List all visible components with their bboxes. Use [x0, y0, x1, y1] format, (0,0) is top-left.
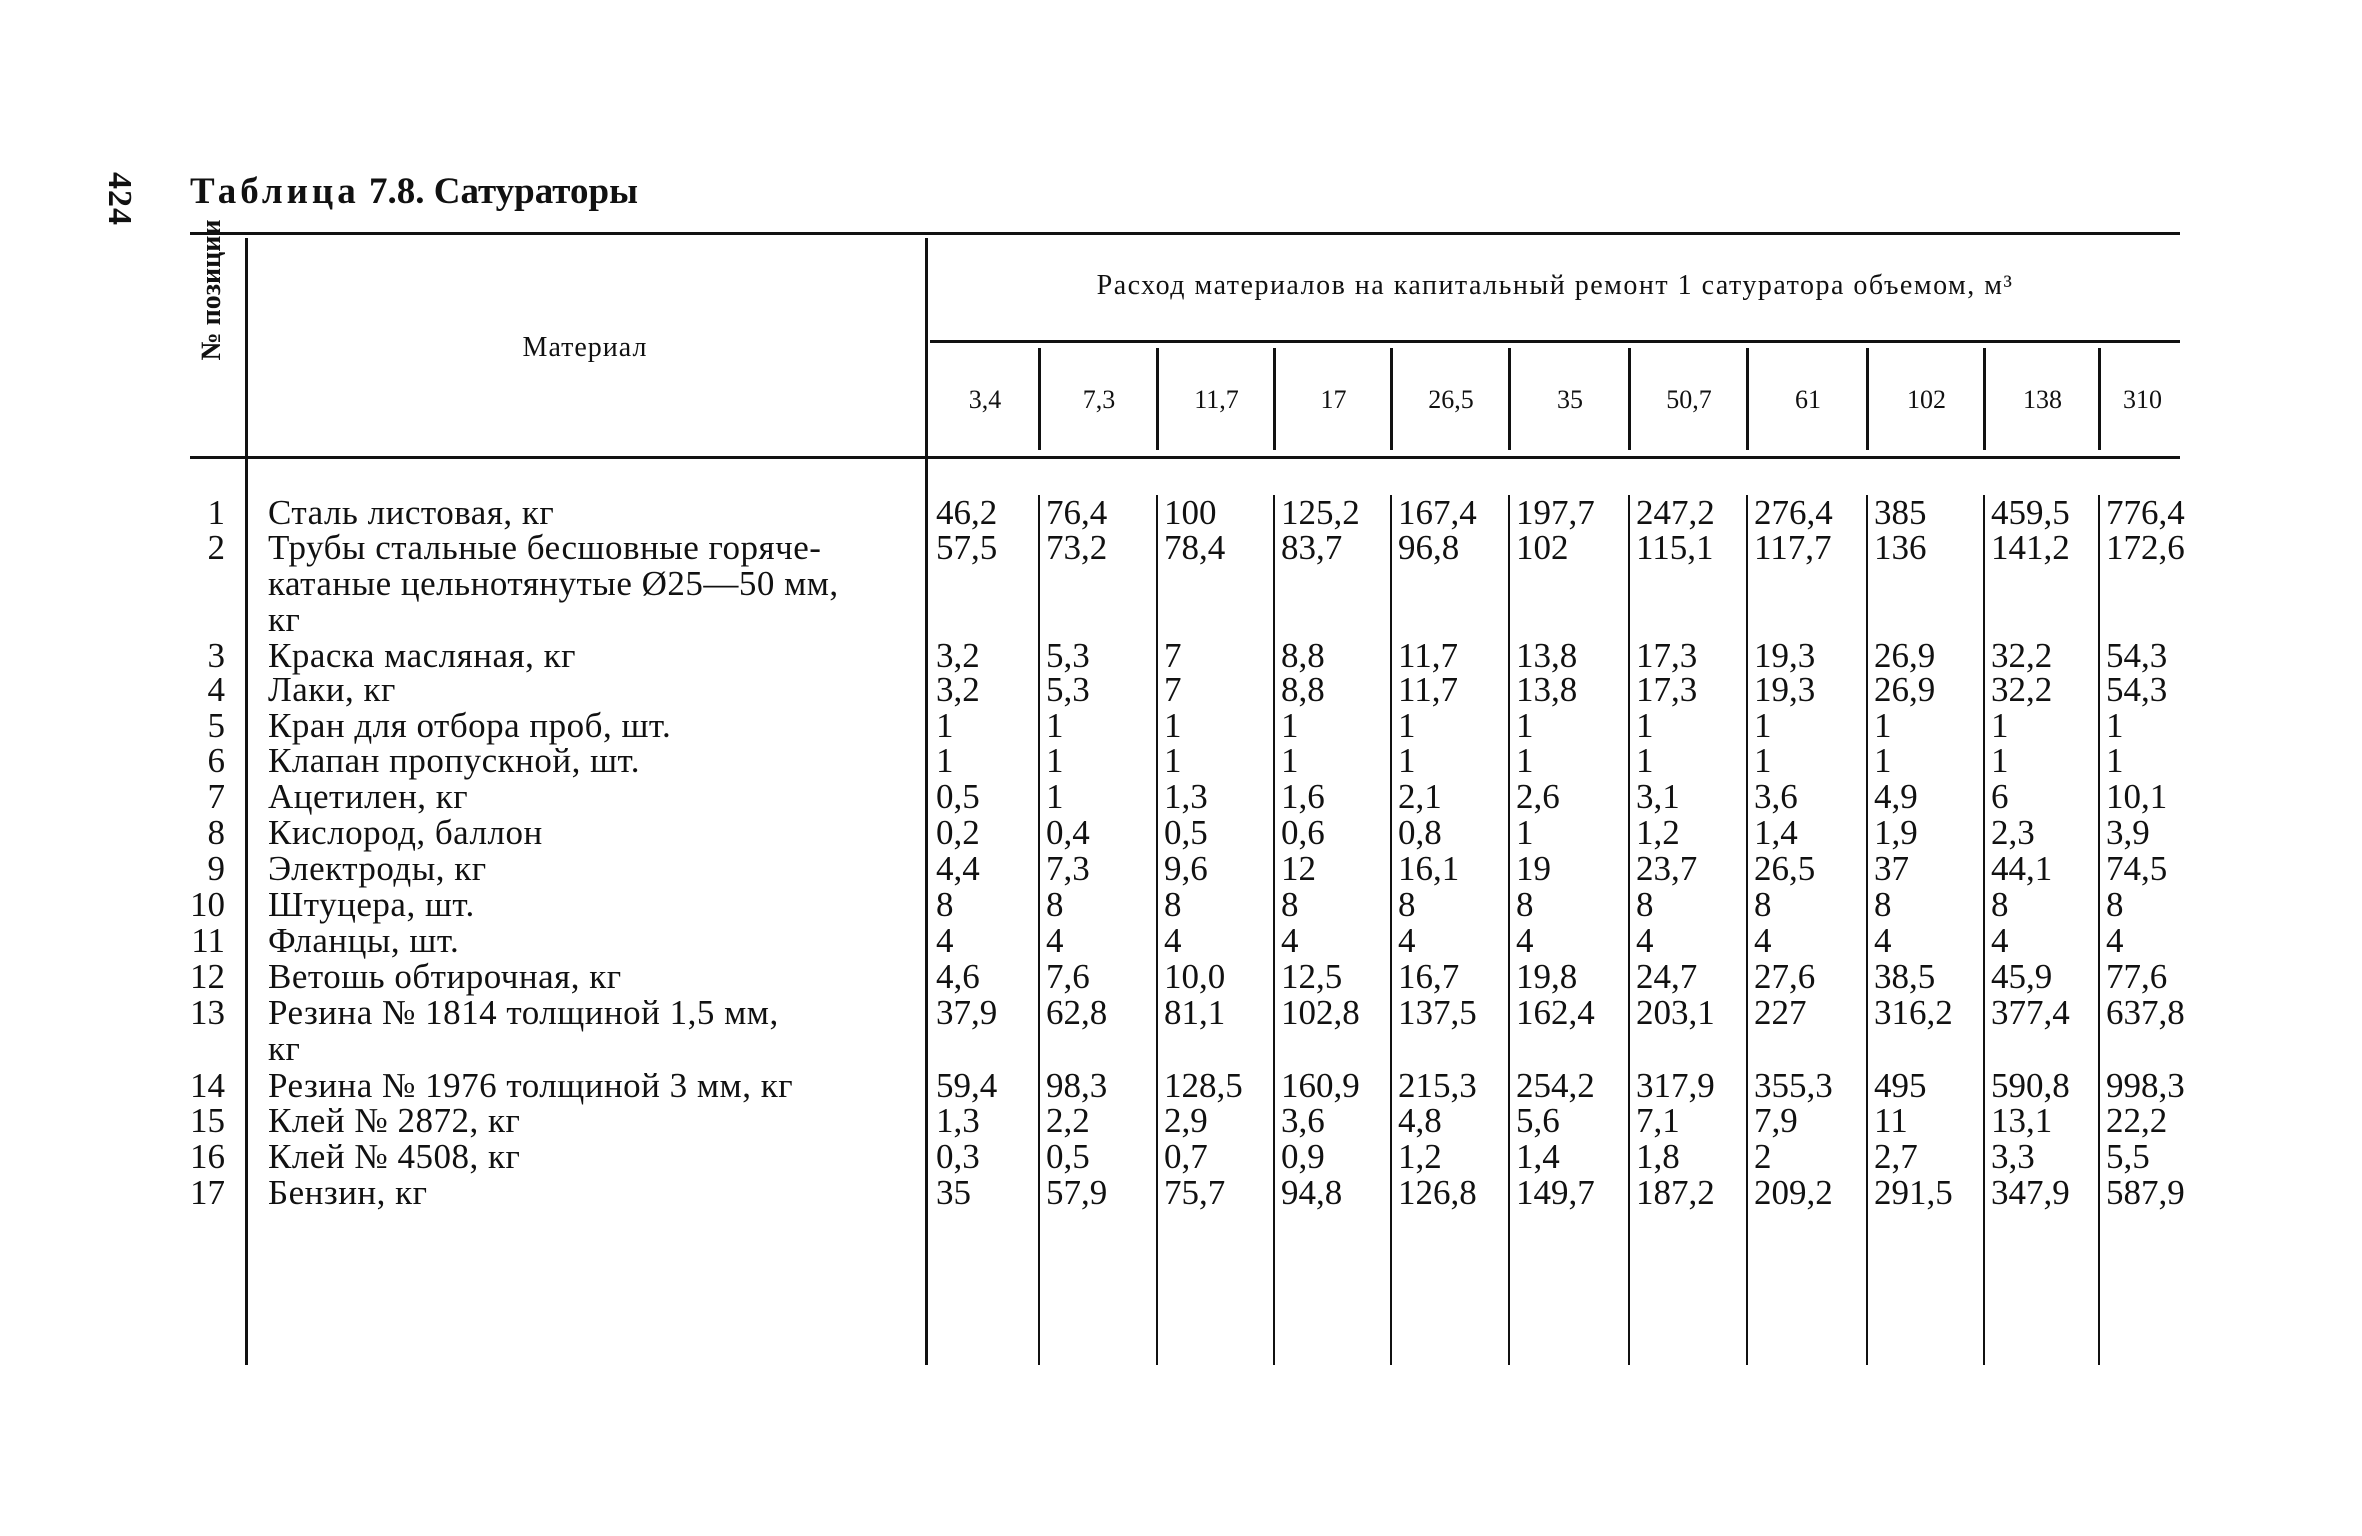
row-value-cell: 102,8 — [1281, 993, 1360, 1032]
row-value-cell: 1 — [936, 741, 954, 780]
row-value-cell: 3,6 — [1281, 1101, 1325, 1140]
row-value-cell: 81,1 — [1164, 993, 1226, 1032]
row-position-number: 11 — [191, 921, 225, 960]
row-value-cell: 0,3 — [936, 1137, 980, 1176]
row-value-cell: 160,9 — [1281, 1066, 1360, 1105]
row-value-cell: 8 — [1046, 885, 1064, 924]
volume-header-cell: 17 — [1320, 385, 1347, 414]
row-value-cell: 26,9 — [1874, 670, 1936, 709]
row-value-cell: 13,8 — [1516, 670, 1578, 709]
row-value-cell: 62,8 — [1046, 993, 1108, 1032]
data-column-divider — [1156, 495, 1158, 1365]
volume-header-cell: 138 — [2023, 385, 2062, 414]
row-value-cell: 19 — [1516, 849, 1551, 888]
row-value-cell: 162,4 — [1516, 993, 1595, 1032]
row-value-cell: 291,5 — [1874, 1173, 1953, 1212]
row-value-cell: 46,2 — [936, 493, 998, 532]
row-value-cell: 149,7 — [1516, 1173, 1595, 1212]
row-value-cell: 8 — [1991, 885, 2009, 924]
row-value-cell: 7,1 — [1636, 1101, 1680, 1140]
table-top-rule — [190, 232, 2180, 235]
row-position-number: 6 — [207, 741, 225, 780]
row-value-cell: 4 — [1281, 921, 1299, 960]
row-value-cell: 1 — [2106, 741, 2124, 780]
row-value-cell: 317,9 — [1636, 1066, 1715, 1105]
row-value-cell: 0,9 — [1281, 1137, 1325, 1176]
row-value-cell: 4 — [2106, 921, 2124, 960]
volume-column-divider — [1628, 348, 1631, 450]
row-value-cell: 0,7 — [1164, 1137, 1208, 1176]
volume-header-cell: 3,4 — [968, 385, 1002, 414]
row-value-cell: 203,1 — [1636, 993, 1715, 1032]
row-value-cell: 1 — [1046, 741, 1064, 780]
row-value-cell: 35 — [936, 1173, 971, 1212]
row-value-cell: 8 — [1164, 885, 1182, 924]
row-value-cell: 1 — [936, 706, 954, 745]
row-value-cell: 2,1 — [1398, 777, 1442, 816]
row-value-cell: 347,9 — [1991, 1173, 2070, 1212]
data-column-divider — [1866, 495, 1868, 1365]
volume-header-cell: 35 — [1557, 385, 1583, 414]
row-value-cell: 117,7 — [1754, 528, 1832, 567]
row-position-number: 13 — [190, 993, 225, 1032]
volume-column-divider — [1273, 348, 1276, 450]
row-value-cell: 19,3 — [1754, 670, 1816, 709]
row-value-cell: 8,8 — [1281, 636, 1325, 675]
row-value-cell: 0,5 — [1164, 813, 1208, 852]
row-value-cell: 385 — [1874, 493, 1927, 532]
row-material-name: Штуцера, шт. — [268, 885, 475, 924]
row-material-name: Кран для отбора проб, шт. — [268, 706, 672, 745]
row-value-cell: 3,6 — [1754, 777, 1798, 816]
row-position-number: 12 — [190, 957, 225, 996]
row-value-cell: 77,6 — [2106, 957, 2168, 996]
row-value-cell: 4,4 — [936, 849, 980, 888]
row-position-number: 17 — [190, 1173, 225, 1212]
row-value-cell: 141,2 — [1991, 528, 2070, 567]
row-material-name: Резина № 1976 толщиной 3 мм, кг — [268, 1066, 794, 1105]
row-value-cell: 128,5 — [1164, 1066, 1243, 1105]
row-value-cell: 74,5 — [2106, 849, 2168, 888]
volume-column-divider — [1038, 348, 1041, 450]
row-value-cell: 187,2 — [1636, 1173, 1715, 1212]
row-value-cell: 8 — [1874, 885, 1892, 924]
row-value-cell: 998,3 — [2106, 1066, 2185, 1105]
row-value-cell: 7,9 — [1754, 1101, 1798, 1140]
row-value-cell: 126,8 — [1398, 1173, 1477, 1212]
row-value-cell: 1,4 — [1516, 1137, 1560, 1176]
row-value-cell: 3,1 — [1636, 777, 1680, 816]
row-value-cell: 83,7 — [1281, 528, 1343, 567]
row-material-name: Лаки, кг — [268, 670, 396, 709]
row-material-name: Ацетилен, кг — [268, 777, 469, 816]
row-value-cell: 78,4 — [1164, 528, 1226, 567]
row-value-cell: 1,3 — [1164, 777, 1208, 816]
row-value-cell: 32,2 — [1991, 670, 2053, 709]
row-position-number: 10 — [190, 885, 225, 924]
row-value-cell: 24,7 — [1636, 957, 1698, 996]
row-value-cell: 4 — [1164, 921, 1182, 960]
row-value-cell: 2 — [1754, 1137, 1772, 1176]
row-value-cell: 1 — [1281, 706, 1299, 745]
volume-column-divider — [2098, 348, 2101, 450]
row-position-number: 2 — [207, 528, 225, 567]
row-value-cell: 0,6 — [1281, 813, 1325, 852]
data-column-divider — [1746, 495, 1748, 1365]
row-position-number: 3 — [207, 636, 225, 675]
row-value-cell: 0,2 — [936, 813, 980, 852]
row-value-cell: 94,8 — [1281, 1173, 1343, 1212]
row-value-cell: 495 — [1874, 1066, 1927, 1105]
row-value-cell: 167,4 — [1398, 493, 1477, 532]
row-value-cell: 2,2 — [1046, 1101, 1090, 1140]
row-value-cell: 37 — [1874, 849, 1909, 888]
row-value-cell: 1,4 — [1754, 813, 1798, 852]
row-value-cell: 1 — [1164, 706, 1182, 745]
row-value-cell: 1 — [1046, 706, 1064, 745]
row-material-name: Кислород, баллон — [268, 813, 543, 852]
row-value-cell: 9,6 — [1164, 849, 1208, 888]
row-value-cell: 75,7 — [1164, 1173, 1226, 1212]
row-value-cell: 3,3 — [1991, 1137, 2035, 1176]
row-value-cell: 5,3 — [1046, 670, 1090, 709]
row-value-cell: 44,1 — [1991, 849, 2053, 888]
row-value-cell: 19,3 — [1754, 636, 1816, 675]
row-value-cell: 355,3 — [1754, 1066, 1833, 1105]
row-value-cell: 1 — [1281, 741, 1299, 780]
row-position-number: 4 — [207, 670, 225, 709]
row-value-cell: 26,5 — [1754, 849, 1816, 888]
data-column-divider — [1390, 495, 1392, 1365]
volume-header-cell: 61 — [1795, 385, 1821, 414]
page-number: 424 — [101, 172, 138, 226]
row-position-number: 15 — [190, 1101, 225, 1140]
row-value-cell: 1 — [1516, 706, 1534, 745]
data-column-divider — [2098, 495, 2100, 1365]
row-value-cell: 57,5 — [936, 528, 998, 567]
row-value-cell: 1,3 — [936, 1101, 980, 1140]
row-value-cell: 54,3 — [2106, 636, 2168, 675]
row-position-number: 5 — [207, 706, 225, 745]
row-value-cell: 100 — [1164, 493, 1217, 532]
volume-header-cell: 310 — [2123, 385, 2162, 414]
table-title-text: 7.8. Сатураторы — [368, 171, 638, 212]
row-value-cell: 96,8 — [1398, 528, 1460, 567]
row-value-cell: 1 — [1398, 706, 1416, 745]
row-position-number: 14 — [190, 1066, 225, 1105]
row-value-cell: 316,2 — [1874, 993, 1953, 1032]
volume-header-cell: 11,7 — [1194, 385, 1239, 414]
row-value-cell: 32,2 — [1991, 636, 2053, 675]
row-value-cell: 8 — [2106, 885, 2124, 924]
row-value-cell: 1 — [1754, 706, 1772, 745]
row-value-cell: 125,2 — [1281, 493, 1360, 532]
row-value-cell: 38,5 — [1874, 957, 1936, 996]
table-title-label: Таблица — [190, 171, 360, 212]
row-value-cell: 1,9 — [1874, 813, 1918, 852]
row-value-cell: 57,9 — [1046, 1173, 1108, 1212]
row-value-cell: 1 — [1991, 706, 2009, 745]
row-value-cell: 1 — [1046, 777, 1064, 816]
row-value-cell: 45,9 — [1991, 957, 2053, 996]
row-value-cell: 254,2 — [1516, 1066, 1595, 1105]
material-header: Материал — [522, 332, 648, 363]
row-value-cell: 0,4 — [1046, 813, 1090, 852]
row-position-number: 1 — [207, 493, 225, 532]
row-value-cell: 4 — [1636, 921, 1654, 960]
row-value-cell: 172,6 — [2106, 528, 2185, 567]
row-value-cell: 776,4 — [2106, 493, 2185, 532]
row-value-cell: 13,1 — [1991, 1101, 2053, 1140]
row-value-cell: 276,4 — [1754, 493, 1833, 532]
table-title — [190, 170, 638, 213]
row-value-cell: 1 — [1636, 706, 1654, 745]
row-value-cell: 1 — [1874, 706, 1892, 745]
column-divider-position — [245, 238, 248, 1365]
row-value-cell: 8 — [1754, 885, 1772, 924]
row-value-cell: 23,7 — [1636, 849, 1698, 888]
row-material-name: Краска масляная, кг — [268, 636, 576, 675]
volume-column-divider — [1983, 348, 1986, 450]
row-value-cell: 17,3 — [1636, 636, 1698, 675]
row-value-cell: 1,6 — [1281, 777, 1325, 816]
row-value-cell: 10,0 — [1164, 957, 1226, 996]
row-value-cell: 4 — [1046, 921, 1064, 960]
row-value-cell: 22,2 — [2106, 1101, 2168, 1140]
row-position-number: 8 — [207, 813, 225, 852]
header-bottom-rule — [190, 456, 2180, 459]
row-value-cell: 8 — [936, 885, 954, 924]
row-value-cell: 12 — [1281, 849, 1316, 888]
row-material-name: Резина № 1814 толщиной 1,5 мм, кг — [268, 993, 779, 1068]
row-value-cell: 1,2 — [1636, 813, 1680, 852]
row-value-cell: 227 — [1754, 993, 1807, 1032]
data-column-divider — [1508, 495, 1510, 1365]
row-value-cell: 209,2 — [1754, 1173, 1833, 1212]
row-value-cell: 1 — [1991, 741, 2009, 780]
data-column-divider — [1273, 495, 1275, 1365]
row-value-cell: 11,7 — [1398, 636, 1458, 675]
row-value-cell: 136 — [1874, 528, 1927, 567]
row-value-cell: 1 — [1164, 741, 1182, 780]
row-value-cell: 637,8 — [2106, 993, 2185, 1032]
row-value-cell: 0,8 — [1398, 813, 1442, 852]
row-value-cell: 377,4 — [1991, 993, 2070, 1032]
row-value-cell: 1 — [1874, 741, 1892, 780]
volume-column-divider — [1156, 348, 1159, 450]
column-divider-material — [925, 238, 928, 1365]
row-value-cell: 4,6 — [936, 957, 980, 996]
row-value-cell: 4 — [1516, 921, 1534, 960]
data-column-divider — [1628, 495, 1630, 1365]
row-value-cell: 8 — [1398, 885, 1416, 924]
row-value-cell: 59,4 — [936, 1066, 998, 1105]
row-position-number: 9 — [207, 849, 225, 888]
row-material-name: Фланцы, шт. — [268, 921, 460, 960]
row-value-cell: 7,3 — [1046, 849, 1090, 888]
row-value-cell: 3,2 — [936, 670, 980, 709]
row-material-name: Ветошь обтирочная, кг — [268, 957, 622, 996]
position-header: № позиции — [196, 219, 227, 361]
row-value-cell: 1 — [2106, 706, 2124, 745]
row-value-cell: 16,7 — [1398, 957, 1460, 996]
volume-header-cell: 102 — [1907, 385, 1946, 414]
row-value-cell: 98,3 — [1046, 1066, 1108, 1105]
row-value-cell: 137,5 — [1398, 993, 1477, 1032]
row-value-cell: 12,5 — [1281, 957, 1343, 996]
row-value-cell: 5,6 — [1516, 1101, 1560, 1140]
row-value-cell: 6 — [1991, 777, 2009, 816]
volume-header-cell: 50,7 — [1666, 385, 1712, 414]
row-value-cell: 54,3 — [2106, 670, 2168, 709]
row-material-name: Сталь листовая, кг — [268, 493, 555, 532]
row-value-cell: 4 — [1398, 921, 1416, 960]
row-value-cell: 13,8 — [1516, 636, 1578, 675]
row-value-cell: 3,9 — [2106, 813, 2150, 852]
row-material-name: Клей № 4508, кг — [268, 1137, 521, 1176]
row-value-cell: 587,9 — [2106, 1173, 2185, 1212]
row-value-cell: 19,8 — [1516, 957, 1578, 996]
row-value-cell: 197,7 — [1516, 493, 1595, 532]
row-value-cell: 8 — [1281, 885, 1299, 924]
row-value-cell: 1,2 — [1398, 1137, 1442, 1176]
volume-header-rule — [930, 340, 2180, 343]
row-value-cell: 102 — [1516, 528, 1569, 567]
data-column-divider — [1038, 495, 1040, 1365]
row-value-cell: 4,8 — [1398, 1101, 1442, 1140]
row-material-name: Бензин, кг — [268, 1173, 428, 1212]
row-value-cell: 2,3 — [1991, 813, 2035, 852]
row-value-cell: 459,5 — [1991, 493, 2070, 532]
row-value-cell: 3,2 — [936, 636, 980, 675]
row-value-cell: 11 — [1874, 1101, 1908, 1140]
row-value-cell: 0,5 — [936, 777, 980, 816]
row-value-cell: 4 — [1991, 921, 2009, 960]
row-value-cell: 11,7 — [1398, 670, 1458, 709]
volume-column-divider — [1508, 348, 1511, 450]
volume-column-divider — [1866, 348, 1869, 450]
row-value-cell: 7 — [1164, 636, 1182, 675]
row-value-cell: 8 — [1516, 885, 1534, 924]
row-value-cell: 4 — [1754, 921, 1772, 960]
row-value-cell: 16,1 — [1398, 849, 1460, 888]
row-value-cell: 5,5 — [2106, 1137, 2150, 1176]
volume-column-divider — [1746, 348, 1749, 450]
row-value-cell: 0,5 — [1046, 1137, 1090, 1176]
row-material-name: Клапан пропускной, шт. — [268, 741, 640, 780]
row-value-cell: 37,9 — [936, 993, 998, 1032]
row-value-cell: 4 — [1874, 921, 1892, 960]
row-value-cell: 26,9 — [1874, 636, 1936, 675]
row-value-cell: 7 — [1164, 670, 1182, 709]
row-material-name: Электроды, кг — [268, 849, 487, 888]
row-position-number: 7 — [207, 777, 225, 816]
row-value-cell: 4,9 — [1874, 777, 1918, 816]
row-value-cell: 1 — [1398, 741, 1416, 780]
row-value-cell: 8 — [1636, 885, 1654, 924]
row-value-cell: 5,3 — [1046, 636, 1090, 675]
row-position-number: 16 — [190, 1137, 225, 1176]
row-value-cell: 1,8 — [1636, 1137, 1680, 1176]
row-value-cell: 1 — [1636, 741, 1654, 780]
row-value-cell: 7,6 — [1046, 957, 1090, 996]
row-value-cell: 8,8 — [1281, 670, 1325, 709]
volume-header-cell: 7,3 — [1082, 385, 1116, 414]
row-value-cell: 76,4 — [1046, 493, 1108, 532]
row-value-cell: 115,1 — [1636, 528, 1714, 567]
row-value-cell: 215,3 — [1398, 1066, 1477, 1105]
row-value-cell: 1 — [1516, 741, 1534, 780]
row-value-cell: 2,7 — [1874, 1137, 1918, 1176]
volume-header-cell: 26,5 — [1428, 385, 1474, 414]
consumption-header: Расход материалов на капитальный ремонт 1 сатуратора объемом, м³ — [1096, 270, 2014, 301]
row-value-cell: 73,2 — [1046, 528, 1108, 567]
row-value-cell: 247,2 — [1636, 493, 1715, 532]
row-value-cell: 2,9 — [1164, 1101, 1208, 1140]
row-material-name: Клей № 2872, кг — [268, 1101, 521, 1140]
data-column-divider — [1983, 495, 1985, 1365]
row-value-cell: 1 — [1516, 813, 1534, 852]
row-value-cell: 27,6 — [1754, 957, 1816, 996]
row-value-cell: 1 — [1754, 741, 1772, 780]
row-value-cell: 10,1 — [2106, 777, 2168, 816]
row-material-name: Трубы стальные бесшовные горяче- катаные цельнотянутые Ø25—50 мм, кг — [268, 528, 839, 639]
volume-column-divider — [1390, 348, 1393, 450]
row-value-cell: 590,8 — [1991, 1066, 2070, 1105]
row-value-cell: 2,6 — [1516, 777, 1560, 816]
row-value-cell: 4 — [936, 921, 954, 960]
row-value-cell: 17,3 — [1636, 670, 1698, 709]
